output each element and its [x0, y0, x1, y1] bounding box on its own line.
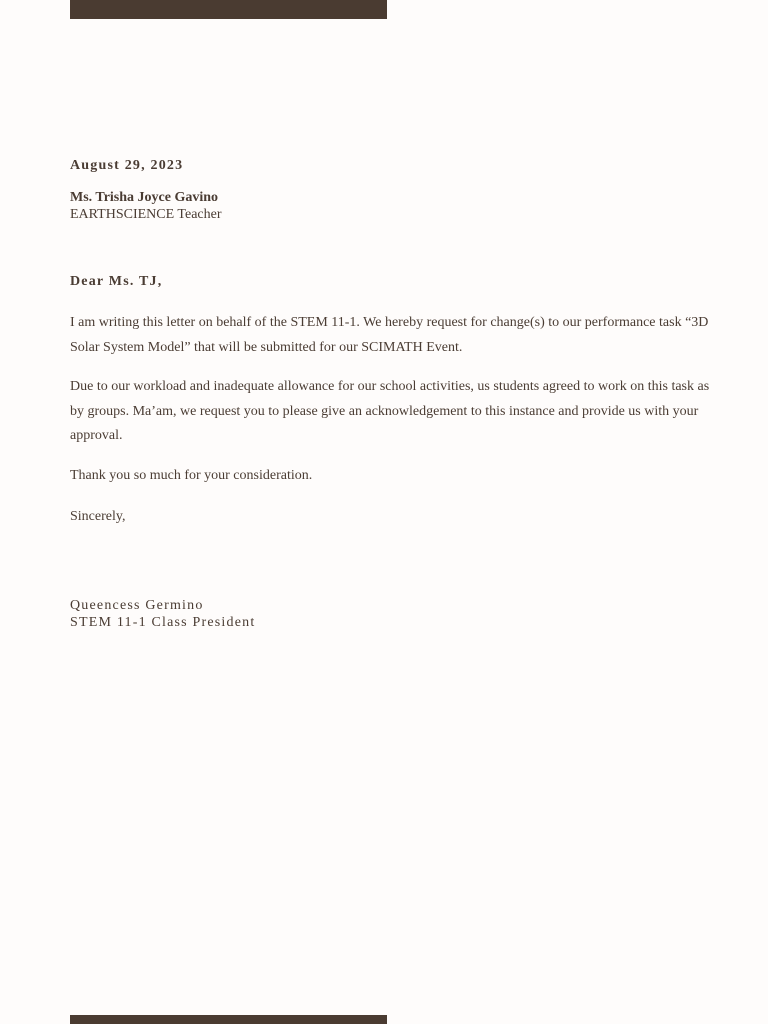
recipient-name: Ms. Trisha Joyce Gavino — [70, 190, 219, 205]
body-paragraph-1: I am writing this letter on behalf of the STEM 11-1. We hereby request for change(s) to our performance task “3D Solar System Model” that will be submitted for our SCIMATH Event. — [70, 315, 709, 355]
body-paragraph-3: Thank you so much for your consideration. — [70, 468, 313, 483]
footer-accent-bar — [70, 1015, 387, 1024]
closing: Sincerely, — [70, 509, 126, 524]
recipient-title: EARTHSCIENCE Teacher — [70, 207, 222, 222]
salutation: Dear Ms. TJ, — [70, 274, 163, 289]
sender-name: Queencess Germino — [70, 598, 204, 613]
header-accent-bar — [70, 0, 387, 19]
body-paragraph-2: Due to our workload and inadequate allowance for our school activities, us students agreed to work on this task as by groups. Ma’am, we request you to please give an acknowledgement to this instance and provide us with your approval. — [70, 379, 710, 443]
letter-date: August 29, 2023 — [70, 158, 184, 173]
sender-title: STEM 11-1 Class President — [70, 615, 256, 630]
